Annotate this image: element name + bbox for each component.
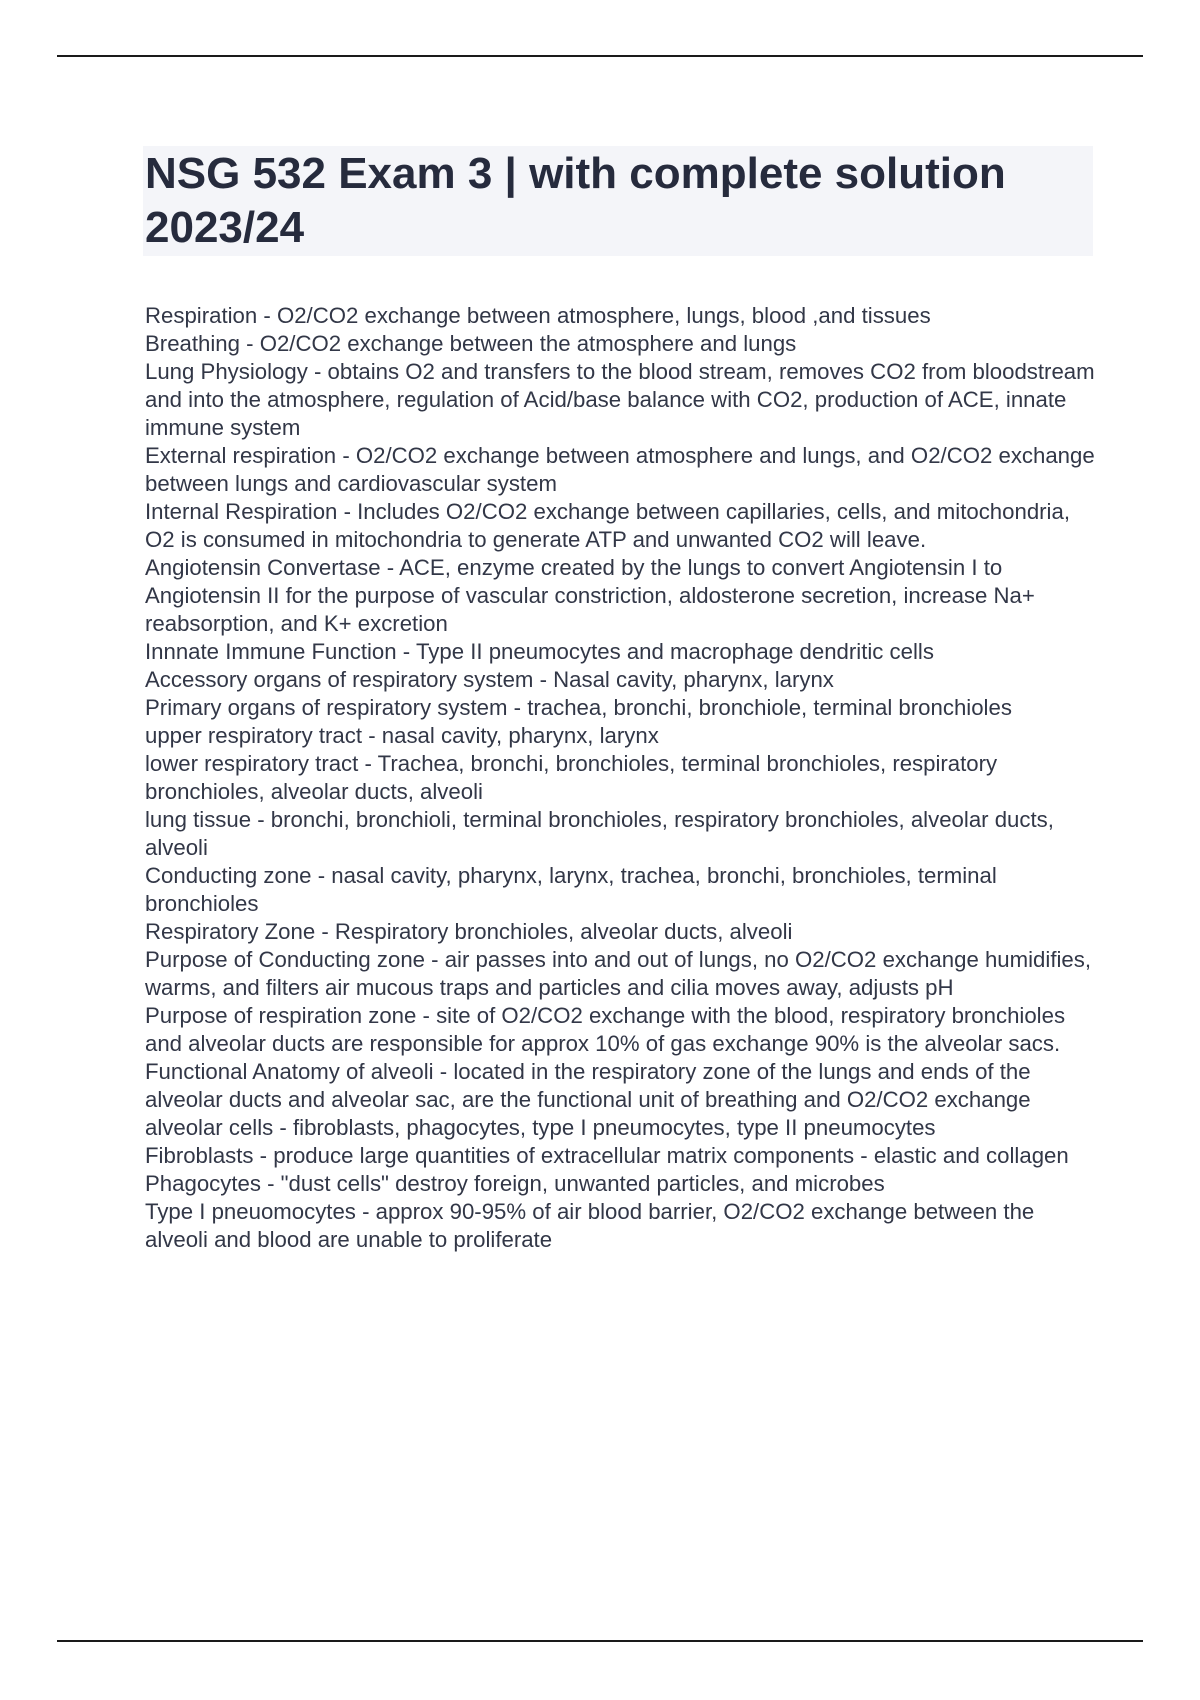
- entry-separator: -: [358, 751, 378, 776]
- entry-definition: Includes O2/CO2 exchange between capillaries, cells, and mitochondria, O2 is consumed in mitochondria to generate ATP and unwanted CO2 will leave.: [145, 499, 1077, 552]
- qa-entry: [145, 862, 1095, 918]
- entry-definition: Nasal cavity, pharynx, larynx: [553, 667, 834, 692]
- entry-separator: -: [315, 919, 335, 944]
- qa-entry: [145, 694, 1095, 722]
- entry-term: alveolar cells: [145, 1115, 274, 1140]
- entry-term: Primary organs of respiratory system: [145, 695, 508, 720]
- qa-entry: [145, 330, 1095, 358]
- entry-term: Accessory organs of respiratory system: [145, 667, 534, 692]
- entry-definition: located in the respiratory zone of the lungs and ends of the alveolar ducts and alveolar sac, are the functional unit of breathing and O2/CO2 exchange: [145, 1059, 1037, 1112]
- entry-separator: -: [260, 1171, 281, 1196]
- entry-term: Internal Respiration: [145, 499, 338, 524]
- entry-definition: Type II pneumocytes and macrophage dendritic cells: [415, 639, 934, 664]
- entry-definition: produce large quantities of extracellular matrix components - elastic and collagen: [273, 1143, 1069, 1168]
- entry-term: Conducting zone: [145, 863, 312, 888]
- entry-separator: -: [251, 807, 271, 832]
- entry-separator: -: [396, 639, 416, 664]
- entry-separator: -: [425, 947, 445, 972]
- entry-term: lung tissue: [145, 807, 252, 832]
- entry-term: Fibroblasts: [145, 1143, 254, 1168]
- entry-definition: obtains O2 and transfers to the blood stream, removes CO2 from bloodstream and into the atmosphere, regulation of Acid/base balance with CO2, production of ACE, innate immune system: [145, 359, 1101, 440]
- entry-term: Respiration: [145, 303, 258, 328]
- entry-separator: -: [355, 1199, 376, 1224]
- entry-separator: -: [507, 695, 528, 720]
- entry-separator: -: [337, 499, 358, 524]
- entry-term: lower respiratory tract: [145, 751, 359, 776]
- top-rule: [57, 55, 1143, 57]
- entry-definition: air passes into and out of lungs, no O2/CO2 exchange humidifies, warms, and filters air mucous traps and particles and cilia moves away, adjusts pH: [145, 947, 1098, 1000]
- bottom-rule: [57, 1640, 1143, 1642]
- entry-term: Phagocytes: [145, 1171, 261, 1196]
- entry-separator: -: [362, 723, 382, 748]
- entry-separator: -: [273, 1115, 293, 1140]
- qa-entry: [145, 442, 1101, 498]
- qa-entry: [145, 722, 1095, 750]
- entry-separator: -: [416, 1003, 437, 1028]
- entry-term: Respiratory Zone: [145, 919, 316, 944]
- entry-term: Purpose of respiration zone: [145, 1003, 417, 1028]
- entry-definition: nasal cavity, pharynx, larynx: [381, 723, 659, 748]
- entry-separator: -: [311, 863, 332, 888]
- entry-term: Type I pneuomocytes: [145, 1199, 356, 1224]
- entry-separator: -: [380, 555, 400, 580]
- entry-term: Innnate Immune Function: [145, 639, 397, 664]
- entry-definition: Respiratory bronchioles, alveolar ducts, alveoli: [334, 919, 793, 944]
- title-banner: [143, 146, 1093, 256]
- entry-term: upper respiratory tract: [145, 723, 363, 748]
- entry-term: Angiotensin Convertase: [145, 555, 381, 580]
- entry-term: External respiration: [145, 443, 337, 468]
- entry-term: Breathing: [145, 331, 240, 356]
- entry-definition: O2/CO2 exchange between atmosphere, lungs, blood ,and tissues: [276, 303, 931, 328]
- qa-entry: [145, 918, 1095, 946]
- entry-definition: fibroblasts, phagocytes, type I pneumocytes, type II pneumocytes: [292, 1115, 936, 1140]
- entry-definition: trachea, bronchi, bronchiole, terminal bronchioles: [527, 695, 1012, 720]
- qa-entry: [145, 358, 1101, 442]
- qa-entry: [145, 498, 1095, 554]
- entry-separator: -: [336, 443, 356, 468]
- entry-definition: bronchi, bronchioli, terminal bronchioles, respiratory bronchioles, alveolar ducts, alveoli: [145, 807, 1061, 860]
- qa-entry: [145, 302, 1095, 330]
- qa-entry: [145, 1058, 1095, 1114]
- entry-definition: O2/CO2 exchange between atmosphere and lungs, and O2/CO2 exchange between lungs and cardiovascular system: [145, 443, 1101, 496]
- entry-separator: -: [253, 1143, 274, 1168]
- entry-separator: -: [433, 1059, 454, 1084]
- entry-term: Purpose of Conducting zone: [145, 947, 425, 972]
- qa-entry: [145, 1198, 1095, 1254]
- entry-term: Functional Anatomy of alveoli: [145, 1059, 434, 1084]
- qa-entry: [145, 554, 1095, 638]
- entry-definition: approx 90-95% of air blood barrier, O2/CO2 exchange between the alveoli and blood are unable to proliferate: [145, 1199, 1041, 1252]
- qa-entry: [145, 1142, 1095, 1170]
- qa-entry: [145, 946, 1098, 1002]
- qa-entry: [145, 638, 1095, 666]
- entry-separator: -: [533, 667, 554, 692]
- entry-definition: Trachea, bronchi, bronchioles, terminal bronchioles, respiratory bronchioles, alveolar ducts, alveoli: [145, 751, 1004, 804]
- qa-entry: [145, 1002, 1095, 1058]
- qa-entry: [145, 806, 1095, 862]
- entry-separator: -: [307, 359, 328, 384]
- qa-entry: [145, 1114, 1095, 1142]
- entry-separator: -: [239, 331, 260, 356]
- qa-entry: [145, 666, 1095, 694]
- entry-term: Lung Physiology: [145, 359, 308, 384]
- entry-definition: nasal cavity, pharynx, larynx, trachea, bronchi, bronchioles, terminal bronchioles: [145, 863, 1003, 916]
- entry-definition: ACE, enzyme created by the lungs to convert Angiotensin I to Angiotensin II for the purpose of vascular constriction, aldosterone secretion, increase Na+ reabsorption, and K+ excretion: [145, 555, 1042, 636]
- document-title: NSG 532 Exam 3 | with complete solution 2023/24: [145, 149, 1006, 252]
- qa-entry: [145, 750, 1095, 806]
- qa-list: [145, 302, 1101, 1254]
- entry-definition: site of O2/CO2 exchange with the blood, respiratory bronchioles and alveolar ducts are responsible for approx 10% of gas exchange 90% is the alveolar sacs.: [145, 1003, 1072, 1056]
- entry-definition: "dust cells" destroy foreign, unwanted particles, and microbes: [280, 1171, 885, 1196]
- entry-definition: O2/CO2 exchange between the atmosphere and lungs: [259, 331, 797, 356]
- qa-entry: [145, 1170, 1095, 1198]
- entry-separator: -: [257, 303, 277, 328]
